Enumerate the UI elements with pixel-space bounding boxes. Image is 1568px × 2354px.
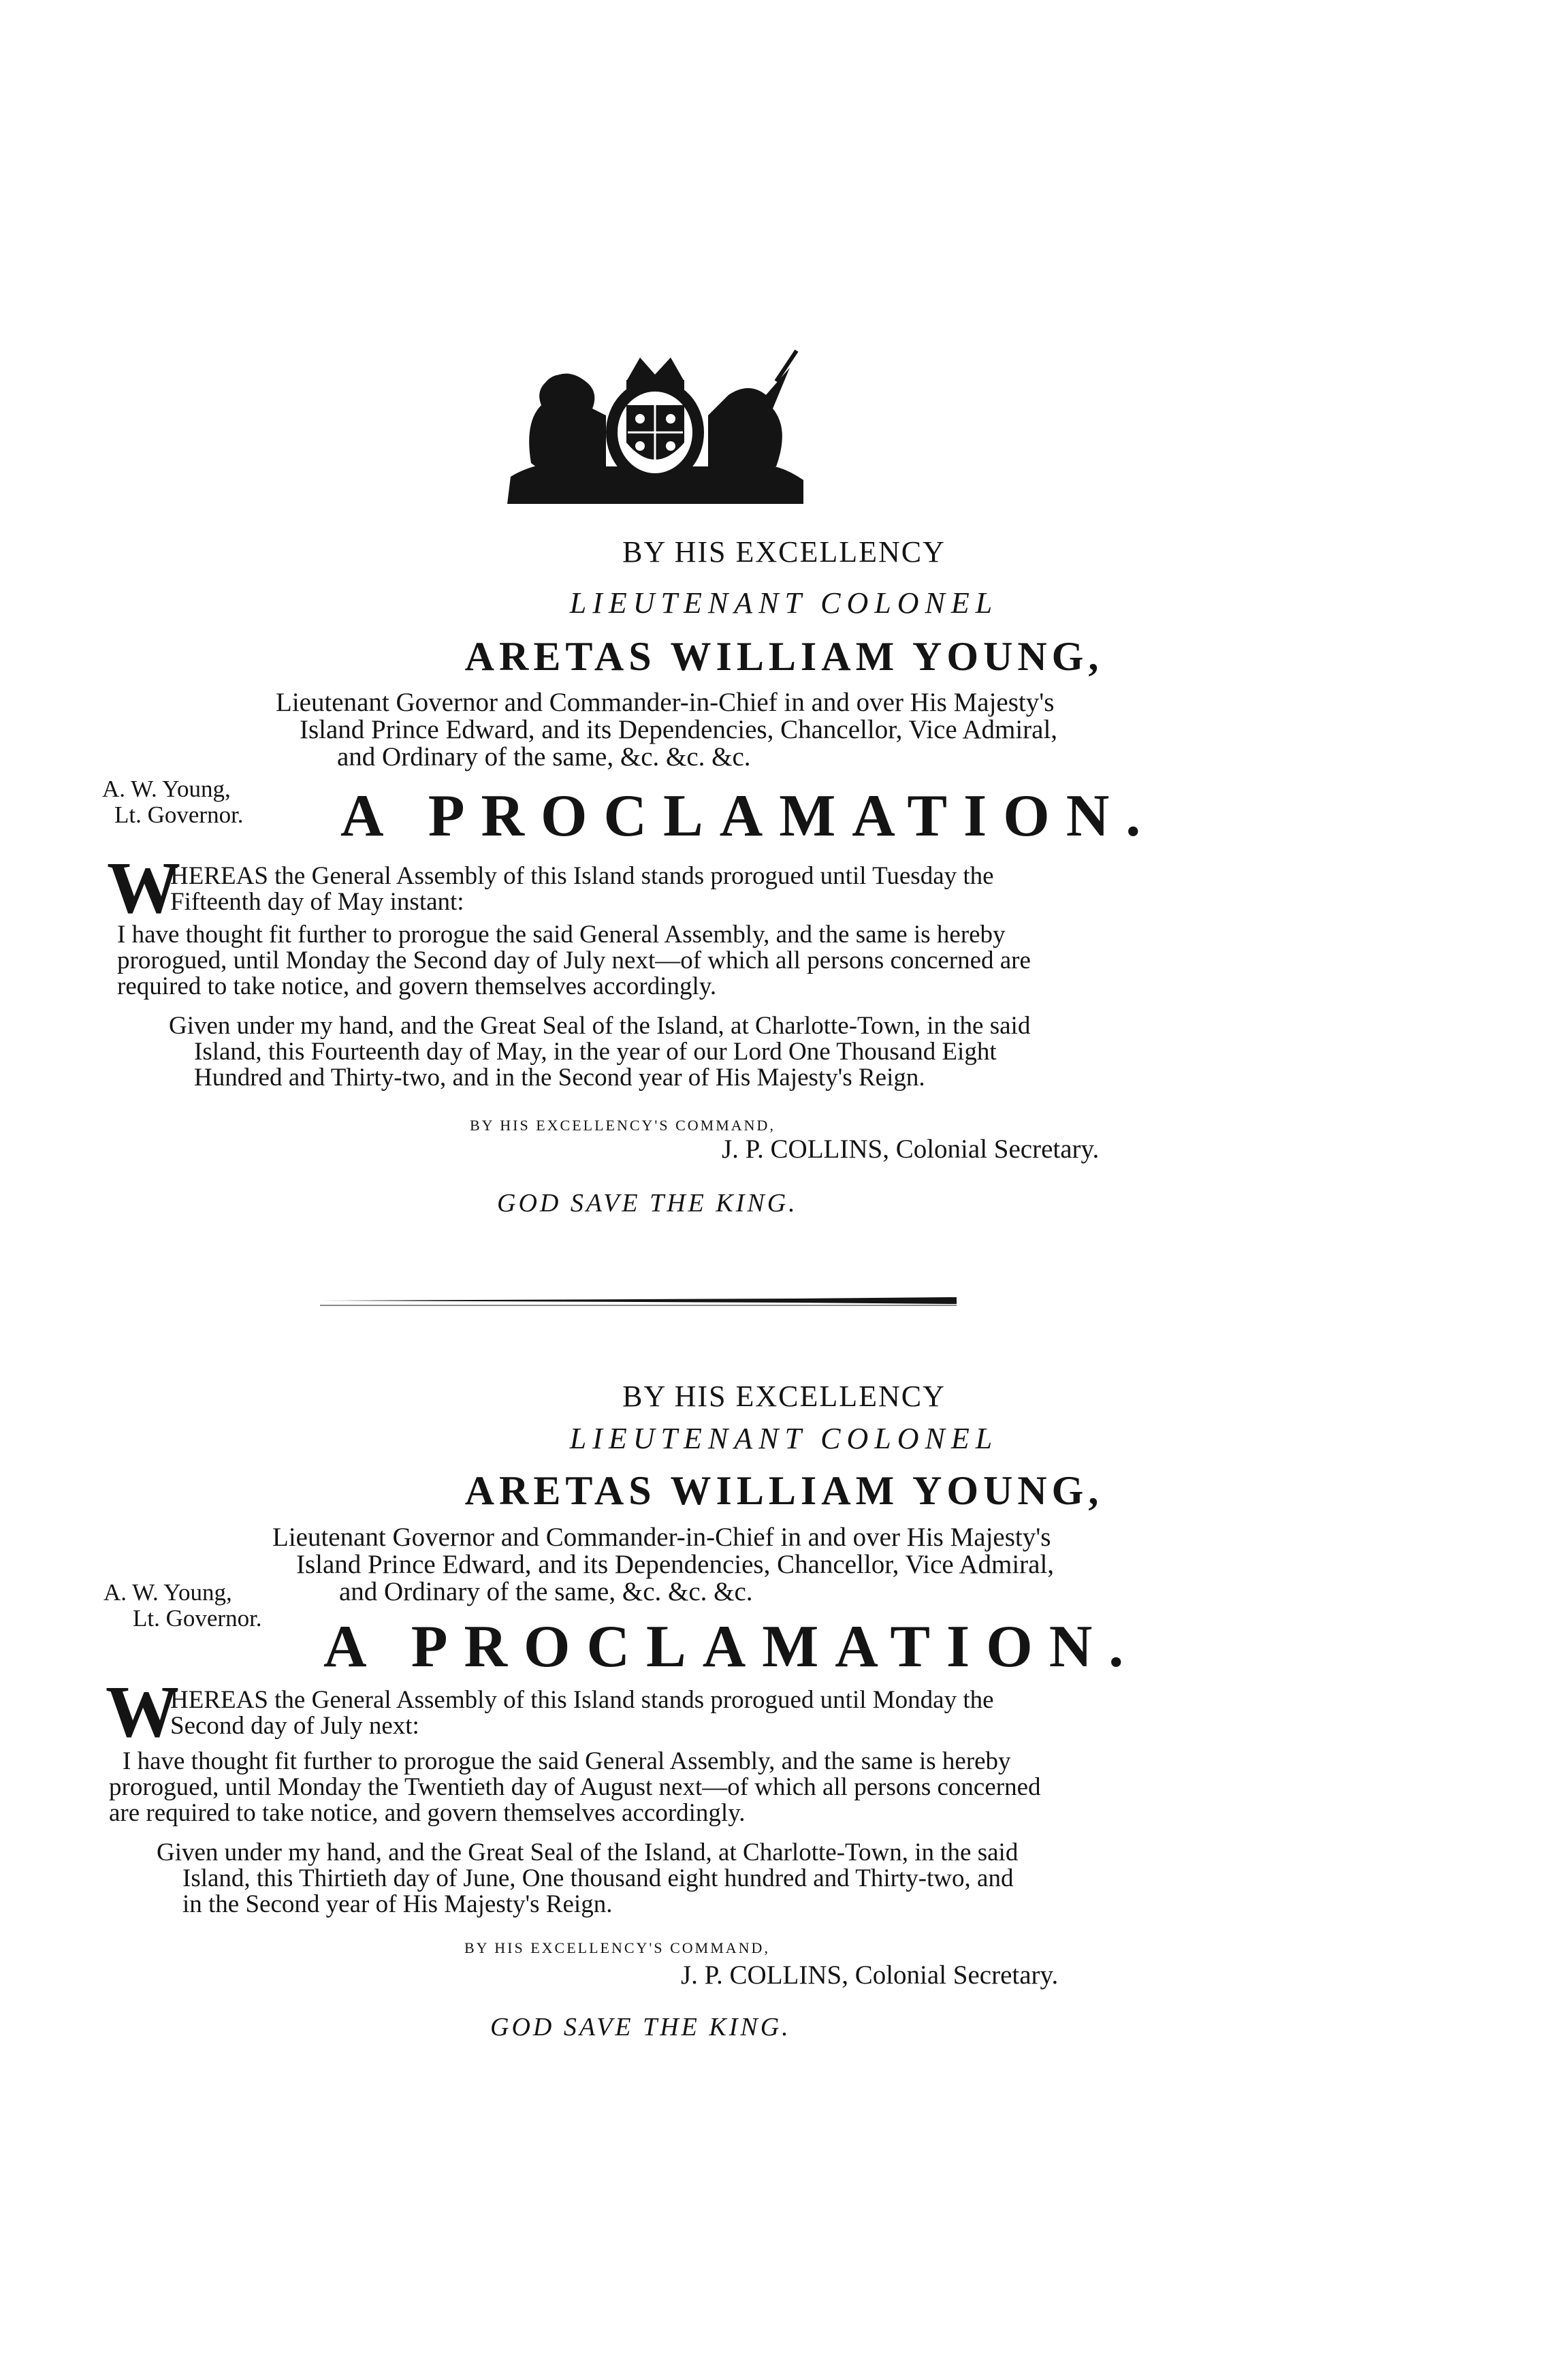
proclamation-2-signer-name: A. W. Young, xyxy=(103,1579,232,1606)
proclamation-1-order-line: I have thought fit further to prorogue the said General Assembly, and the same is hereby xyxy=(117,921,1006,949)
proclamation-1-heading: A PROCLAMATION. xyxy=(340,783,1157,849)
proclamation-2-name: ARETAS WILLIAM YOUNG, xyxy=(464,1468,1104,1513)
proclamation-1-god-save: GOD SAVE THE KING. xyxy=(497,1189,798,1218)
proclamation-2-given-line: in the Second year of His Majesty's Reign. xyxy=(182,1890,613,1918)
proclamation-1-dropcap: W xyxy=(107,848,180,929)
proclamation-2-signer-title: Lt. Governor. xyxy=(133,1605,262,1632)
proclamation-1-whereas-line: HEREAS the General Assembly of this Island stands prorogued until Tuesday the xyxy=(170,862,994,890)
proclamation-1-given-line: Given under my hand, and the Great Seal of the Island, at Charlotte-Town, in the said xyxy=(169,1012,1031,1040)
proclamation-1-name: ARETAS WILLIAM YOUNG, xyxy=(464,634,1104,679)
proclamation-2-title-line: and Ordinary of the same, &c. &c. &c. xyxy=(339,1577,753,1606)
proclamation-1-signer-title: Lt. Governor. xyxy=(114,801,244,828)
proclamation-1-order-line: required to take notice, and govern themselves accordingly. xyxy=(117,972,717,1000)
proclamation-2-dropcap: W xyxy=(106,1672,179,1753)
proclamation-2-title-line: Island Prince Edward, and its Dependencies, Chancellor, Vice Admiral, xyxy=(296,1550,1055,1579)
proclamation-1-by-command: BY HIS EXCELLENCY'S COMMAND, xyxy=(470,1117,775,1134)
proclamation-2-order-line: prorogued, until Monday the Twentieth day of August next—of which all persons concerned xyxy=(109,1773,1041,1801)
proclamation-2-by-his-excellency: BY HIS EXCELLENCY xyxy=(622,1380,946,1413)
ornamental-rule xyxy=(320,1295,957,1306)
proclamation-2-god-save: GOD SAVE THE KING. xyxy=(490,2013,791,2041)
proclamation-2-order-line: I have thought fit further to prorogue the said General Assembly, and the same is hereby xyxy=(123,1747,1011,1775)
proclamation-2-secretary: J. P. COLLINS, Colonial Secretary. xyxy=(681,1960,1059,1990)
proclamation-1-signer-name: A. W. Young, xyxy=(102,776,231,802)
proclamation-1-rank: LIEUTENANT COLONEL xyxy=(569,586,999,620)
proclamation-1-given-line: Hundred and Thirty-two, and in the Second year of His Majesty's Reign. xyxy=(194,1064,925,1092)
proclamation-2-given-line: Island, this Thirtieth day of June, One thousand eight hundred and Thirty-two, and xyxy=(182,1864,1014,1892)
proclamation-2-given-line: Given under my hand, and the Great Seal of the Island, at Charlotte-Town, in the said xyxy=(157,1839,1019,1866)
proclamation-2-by-command: BY HIS EXCELLENCY'S COMMAND, xyxy=(464,1939,770,1956)
proclamation-1-given-line: Island, this Fourteenth day of May, in the year of our Lord One Thousand Eight xyxy=(194,1038,997,1066)
proclamation-1-title-line: Island Prince Edward, and its Dependencies, Chancellor, Vice Admiral, xyxy=(300,715,1058,744)
proclamation-1-by-his-excellency: BY HIS EXCELLENCY xyxy=(622,535,946,569)
proclamation-2-whereas-line: HEREAS the General Assembly of this Island stands prorogued until Monday the xyxy=(170,1686,994,1714)
proclamation-2-order-line: are required to take notice, and govern themselves accordingly. xyxy=(109,1799,746,1827)
proclamation-2-rank: LIEUTENANT COLONEL xyxy=(569,1422,999,1455)
proclamation-1-secretary: J. P. COLLINS, Colonial Secretary. xyxy=(722,1134,1100,1164)
proclamation-2-whereas-line: Second day of July next: xyxy=(170,1712,419,1740)
proclamation-1-whereas-line: Fifteenth day of May instant: xyxy=(170,888,464,916)
proclamation-1-order-line: prorogued, until Monday the Second day of July next—of which all persons concerned are xyxy=(117,947,1031,974)
proclamation-1-title-line: Lieutenant Governor and Commander-in-Chief in and over His Majesty's xyxy=(276,688,1055,717)
royal-coat-of-arms-icon xyxy=(504,340,807,507)
proclamation-1-title-line: and Ordinary of the same, &c. &c. &c. xyxy=(337,742,751,772)
proclamation-2-heading: A PROCLAMATION. xyxy=(323,1614,1140,1680)
proclamation-2-title-line: Lieutenant Governor and Commander-in-Chief in and over His Majesty's xyxy=(272,1523,1051,1552)
